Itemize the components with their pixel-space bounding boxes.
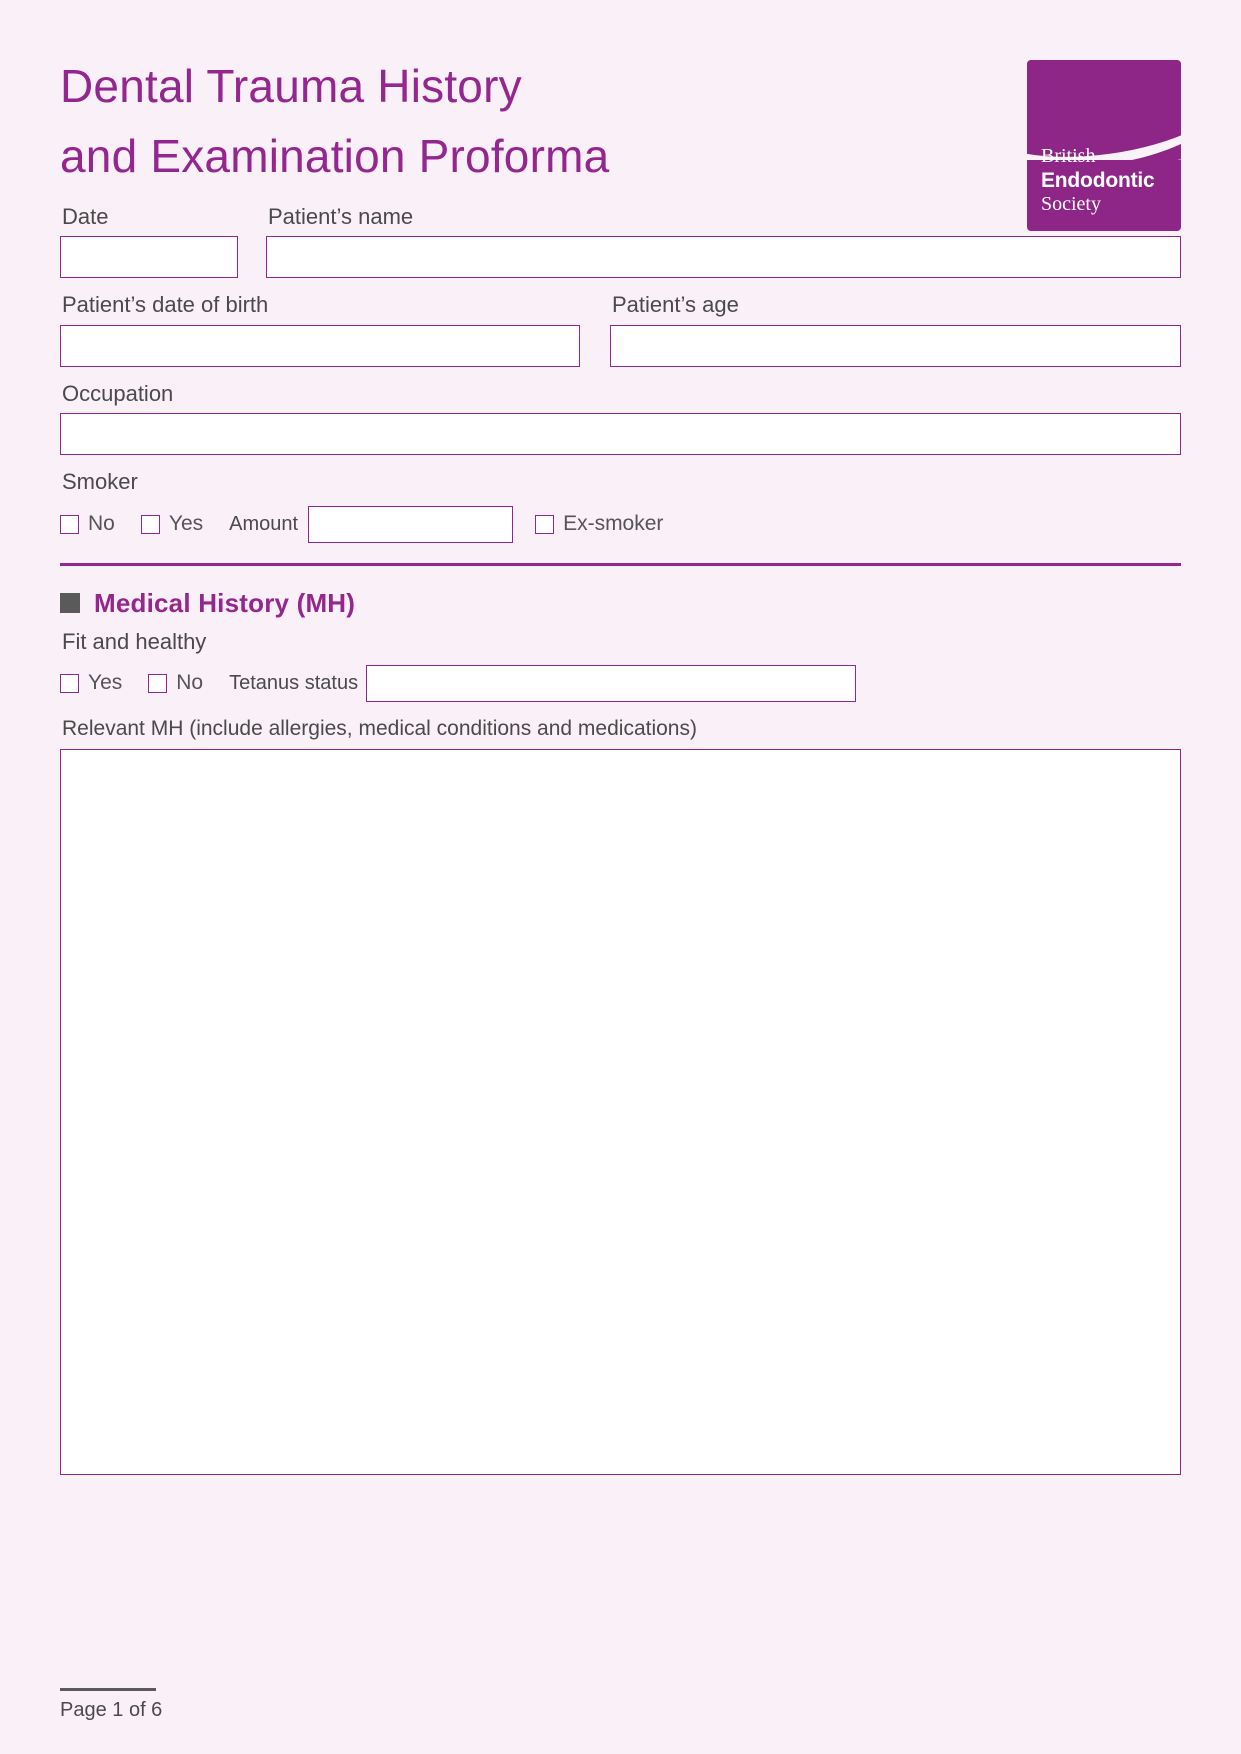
date-label: Date [62,204,109,229]
section-marker-icon [60,593,80,613]
smoker-amount-label: Amount [229,512,299,535]
fit-and-healthy-group [60,629,1181,702]
page-number: Page 1 of 6 [60,1699,163,1721]
patient-dob-field-group [60,292,580,366]
occupation-field-group [60,381,1181,455]
page-title-line-1: Dental Trauma History [60,60,522,112]
smoker-field-group [60,469,1181,542]
fit-yes-checkbox[interactable] [60,674,79,693]
section-divider [60,563,1181,566]
logo-text-line-2: Endodontic [1041,168,1155,192]
fit-and-healthy-options-row [60,665,1181,702]
smoker-options-row [60,506,1181,543]
relevant-mh-textarea[interactable] [60,749,1181,1475]
logo-text-line-1: British [1041,145,1096,168]
british-endodontic-society-logo [1027,60,1181,231]
patient-name-label: Patient’s name [268,204,414,229]
patient-age-field-group [610,292,1181,366]
smoker-no-label: No [88,512,115,536]
tetanus-status-label: Tetanus status [229,671,359,694]
fit-and-healthy-label: Fit and healthy [62,628,207,654]
smoker-yes-checkbox[interactable] [141,515,160,534]
smoker-amount-input[interactable] [308,506,513,543]
footer-rule [60,1688,156,1691]
page-title-line-2: and Examination Proforma [60,129,610,182]
date-input[interactable] [60,236,238,278]
document-header [60,0,1181,216]
page-title [60,52,820,192]
date-and-name-row [60,204,1181,278]
tetanus-status-input[interactable] [366,665,856,702]
smoker-no-checkbox[interactable] [60,515,79,534]
patient-dob-input[interactable] [60,325,580,367]
ex-smoker-checkbox[interactable] [535,515,554,534]
relevant-mh-label: Relevant MH (include allergies, medical conditions and medications) [62,716,697,740]
medical-history-section-header [60,588,1181,619]
date-field-group [60,204,238,278]
fit-yes-label: Yes [88,671,123,695]
ex-smoker-label: Ex-smoker [563,512,664,536]
dob-and-age-row [60,292,1181,366]
patient-age-input[interactable] [610,325,1181,367]
occupation-label: Occupation [62,380,174,406]
fit-no-label: No [176,671,204,695]
logo-text-line-3: Society [1041,193,1101,216]
fit-no-checkbox[interactable] [148,674,167,693]
patient-name-input[interactable] [266,236,1181,278]
patient-dob-label: Patient’s date of birth [62,292,269,318]
medical-history-title: Medical History (MH) [94,587,356,618]
smoker-label: Smoker [62,469,138,495]
relevant-mh-group [60,716,1181,1475]
logo-text [1041,145,1154,217]
smoker-yes-label: Yes [168,512,204,536]
document-footer [60,1688,1181,1722]
patient-age-label: Patient’s age [612,292,739,318]
occupation-input[interactable] [60,413,1181,455]
